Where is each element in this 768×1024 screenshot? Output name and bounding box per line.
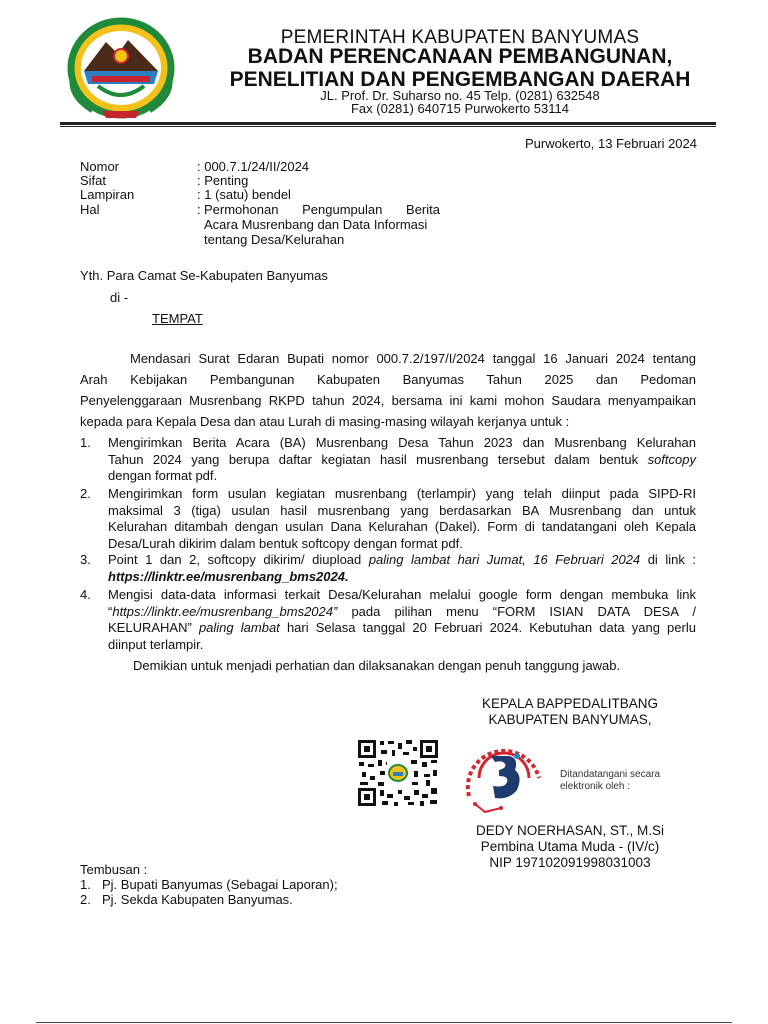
item-text-part: pada pilihan menu “FORM ISIAN DATA DESA / bbox=[351, 603, 696, 619]
signatory-name: DEDY NOERHASAN, ST., M.Si bbox=[475, 823, 665, 838]
item-number: 1. bbox=[80, 435, 91, 450]
item-text-part: Point 1 dan 2, softcopy dikirim/ diupload bbox=[108, 552, 362, 567]
item-text-part: “ bbox=[108, 603, 113, 619]
header-rule-thin bbox=[60, 126, 716, 127]
item-number: 4. bbox=[80, 587, 91, 602]
hal-line-2: Acara Musrenbang dan Data Informasi bbox=[204, 217, 428, 232]
item-line: maksimal 3 (tiga) usulan hasil musrenbang yang berdasarkan BA Musrenbang dan untuk bbox=[108, 502, 696, 518]
signatory-rank: Pembina Utama Muda - (IV/c) bbox=[480, 839, 660, 854]
item-line bbox=[108, 604, 696, 621]
item-text-part: hari Selasa tanggal 20 Februari 2024. Kebutuhan data yang perlu bbox=[286, 620, 696, 635]
nomor-value: : 000.7.1/24/II/2024 bbox=[197, 159, 310, 174]
header-fax: Fax (0281) 640715 Purwokerto 53114 bbox=[350, 101, 569, 116]
hal-line-1: Permohonan Pengumpulan Berita bbox=[204, 202, 440, 217]
cc-number: 1. bbox=[80, 877, 91, 892]
item-line: Kelurahan ditambah dengan usulan Dana Kelurahan (Dakel). Form di tandatangani oleh Kepala bbox=[108, 519, 696, 534]
signature-title-line1: KEPALA BAPPEDALITBANG bbox=[481, 696, 659, 711]
item-text-part: KELURAHAN” bbox=[108, 620, 192, 635]
cc-number: 2. bbox=[80, 892, 91, 907]
signature-title-line2: KABUPATEN BANYUMAS, bbox=[488, 712, 652, 727]
item-number: 2. bbox=[80, 486, 91, 501]
recipient-place: TEMPAT bbox=[152, 311, 203, 326]
letter-date: Purwokerto, 13 Februari 2024 bbox=[525, 136, 697, 151]
item-text-italic: paling lambat bbox=[198, 620, 280, 635]
lampiran-label: Lampiran bbox=[80, 187, 135, 202]
link-musrenbang[interactable]: https://linktr.ee/musrenbang_bms2024. bbox=[108, 568, 349, 584]
item-text bbox=[108, 552, 696, 585]
header-rule-thick bbox=[60, 122, 716, 125]
item-line: Mengisi data-data informasi terkait Desa/Kelurahan melalui google form dengan membuka link bbox=[108, 587, 696, 602]
item-line: dengan format pdf. bbox=[108, 468, 218, 483]
intro-paragraph bbox=[80, 348, 696, 432]
item-line: Desa/Lurah dikirim dalam bentuk softcopy dengan format pdf. bbox=[108, 535, 463, 551]
signed-electronically-note bbox=[560, 769, 660, 793]
hal-colon: : bbox=[197, 202, 201, 217]
hal-subject bbox=[204, 202, 440, 247]
item-text bbox=[108, 587, 696, 653]
recipient-to: Yth. Para Camat Se-Kabupaten Banyumas bbox=[80, 268, 328, 283]
item-text-italic: paling lambat hari Jumat, 16 Februari 2024 bbox=[368, 552, 641, 567]
signatory-nip: NIP 197102091998031003 bbox=[489, 855, 651, 870]
sifat-label: Sifat bbox=[80, 173, 107, 188]
hal-label: Hal bbox=[80, 202, 100, 217]
cc-item bbox=[80, 892, 293, 907]
link-musrenbang-text: https://linktr.ee/musrenbang_bms2024” bbox=[112, 603, 338, 619]
signature-title bbox=[440, 696, 700, 728]
item-line: Mengirimkan Berita Acara (BA) Musrenbang Desa Tahun 2023 dan Musrenbang Kelurahan bbox=[108, 435, 696, 450]
cc-label: Tembusan : bbox=[80, 862, 148, 877]
intro-line-2: Arah Kebijakan Pembangunan Kabupaten Banyumas Tahun 2025 dan Pedoman bbox=[80, 372, 696, 387]
qr-code bbox=[356, 738, 440, 808]
item-text-italic: softcopy bbox=[647, 451, 696, 467]
hal-line-3: tentang Desa/Kelurahan bbox=[204, 232, 345, 247]
item-line: Mengirimkan form usulan kegiatan musrenbang (terlampir) yang telah diinput pada SIPD-RI bbox=[108, 486, 696, 501]
intro-line-1: Mendasari Surat Edaran Bupati nomor 000.7.2/197/I/2024 tanggal 16 Januari 2024 tentang bbox=[130, 351, 696, 366]
item-text-part: Tahun 2024 yang berupa daftar kegiatan hasil musrenbang tersebut dalam bentuk bbox=[108, 451, 639, 467]
bsre-logo bbox=[455, 738, 553, 818]
item-text bbox=[108, 486, 696, 552]
footer-rule bbox=[36, 1022, 732, 1023]
item-line bbox=[108, 620, 696, 637]
cc-text: Pj. Bupati Banyumas (Sebagai Laporan); bbox=[102, 877, 338, 892]
header-government: PEMERINTAH KABUPATEN BANYUMAS bbox=[280, 27, 640, 48]
sifat-value: : Penting bbox=[197, 173, 249, 188]
item-number: 3. bbox=[80, 552, 91, 567]
signatory bbox=[440, 823, 700, 871]
header-agency-line1: BADAN PERENCANAAN PEMBANGUNAN, bbox=[247, 45, 673, 68]
header-agency-line2: PENELITIAN DAN PENGEMBANGAN DAERAH bbox=[229, 68, 691, 91]
recipient-di: di - bbox=[110, 290, 129, 305]
lampiran-value: : 1 (satu) bendel bbox=[197, 187, 291, 202]
item-text-part: di link : bbox=[647, 552, 696, 567]
closing-sentence: Demikian untuk menjadi perhatian dan dilaksanakan dengan penuh tanggung jawab. bbox=[133, 658, 621, 673]
signed-note-line2: elektronik oleh : bbox=[560, 781, 631, 792]
intro-line-4: kepada para Kepala Desa dan atau Lurah di masing-masing wilayah kerjanya untuk : bbox=[80, 414, 570, 429]
intro-line-3: Penyelenggaraan Musrenbang RKPD tahun 2024, bersama ini kami mohon Saudara menyampaikan bbox=[80, 393, 696, 408]
cc-item bbox=[80, 877, 338, 892]
cc-text: Pj. Sekda Kabupaten Banyumas. bbox=[102, 892, 293, 907]
signed-note-line1: Ditandatangani secara bbox=[560, 769, 661, 780]
item-line bbox=[108, 452, 696, 469]
item-text bbox=[108, 435, 696, 485]
header-address: JL. Prof. Dr. Suharso no. 45 Telp. (0281) 632548 bbox=[320, 88, 600, 103]
item-line: diinput terlampir. bbox=[108, 636, 204, 652]
banyumas-logo bbox=[62, 16, 180, 120]
nomor-label: Nomor bbox=[80, 159, 120, 174]
item-line bbox=[108, 552, 696, 569]
